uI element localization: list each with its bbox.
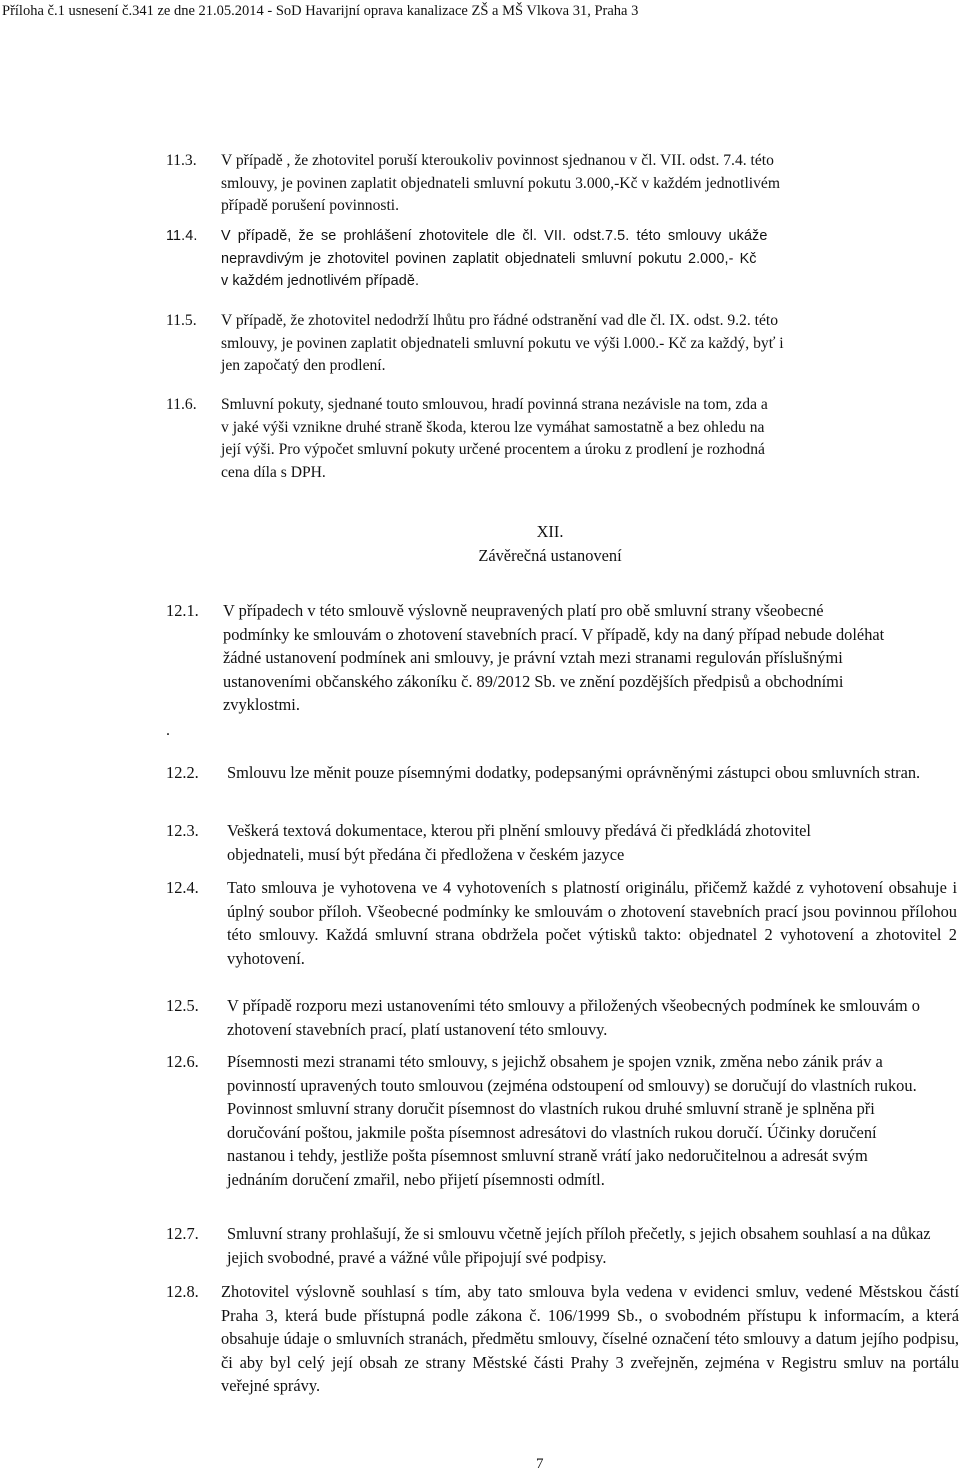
page-number: 7 [536, 1456, 544, 1472]
clause-number: 12.4. [166, 878, 199, 897]
clause-line: cena díla s DPH. [221, 463, 326, 481]
page-header: Příloha č.1 usnesení č.341 ze dne 21.05.2014 - SoD Havarijní oprava kanalizace ZŠ a MŠ Vlkova 31, Praha 3 [2, 3, 639, 19]
clause-number: 11.5. [166, 312, 197, 329]
clause-number: 11.3. [166, 152, 197, 169]
clause-12-3 [166, 819, 876, 866]
clause-number: 12.2. [166, 763, 199, 782]
clause-text: Písemnosti mezi stranami této smlouvy, s jejichž obsahem je spojen vznik, změna nebo zánik práv a povinností upravených touto smlouvou (zejména odstoupení od smlouvy) se doručují do vlastních rukou. Povinnost smluvní strany doručit písemnost do vlastních rukou druhé smluvní straně je splněna při doručování poštou, jakmile pošta písemnost adresátovi do vlastních rukou doručí. Účinky doručení nastanou i tehdy, jestliže pošta písemnost smluvní straně vrátí jako nedoručitelnou a adresát svým jednáním doručení zmařil, nebo přijetí písemnosti odmítl. [227, 1052, 917, 1189]
clause-number: 12.6. [166, 1052, 199, 1071]
clause-text: V případě rozporu mezi ustanoveními této smlouvy a přiložených všeobecných podmínek ke smlouvám o zhotovení stavebních prací, platí ustanovení této smlouvy. [227, 996, 920, 1039]
clause-line: v jaké výši vznikne druhé straně škoda, kterou lze vymáhat samostatně a bez ohledu na [221, 418, 765, 436]
section-number: XII. [536, 522, 564, 541]
clause-text: Tato smlouva je vyhotovena ve 4 vyhotoveních s platností originálu, přičemž každé z vyhotovení obsahuje i úplný soubor příloh. Všeobecné podmínky ke smlouvám o zhotovení stavebních prací jsou povinnou přílohou této smlouvy. Každá smluvní strana obdržela počet výtisků takto: objednatel 2 vyhotovení a zhotovitel 2 vyhotovení. [227, 878, 957, 968]
clause-12-1 [166, 599, 886, 717]
clause-line: smlouvy, je povinen zaplatit objednateli smluvní pokutu 3.000,-Kč v každém jednotlivém [221, 174, 780, 192]
clause-12-2 [166, 761, 926, 785]
clause-12-7 [166, 1222, 960, 1269]
clause-number: 11.6. [166, 396, 197, 413]
clause-12-4 [166, 876, 957, 970]
clause-line: V případě , že zhotovitel poruší kteroukoliv povinnost sjednanou v čl. VII. odst. 7.4. této [221, 152, 774, 169]
clause-11-6 [166, 394, 956, 484]
clause-line: jen započatý den prodlení. [221, 357, 386, 375]
clause-line: nepravdivým je zhotovitel povinen zaplatit objednateli smluvní pokutu 2.000,- Kč [221, 250, 757, 267]
clause-text: V případech v této smlouvě výslovně neupravených platí pro obě smluvní strany všeobecné podmínky ke smlouvám o zhotovení stavebních prací. V případě, kdy na daný případ nebude doléhat žádné ustanovení podmínek ani smlouvy, je právní vztah mezi stranami regulován příslušnými ustanoveními občanského zákoníku č. 89/2012 Sb. ve znění pozdějších předpisů a obchodními zvyklostmi. [223, 601, 885, 715]
clause-line: její výši. Pro výpočet smluvní pokuty určené procentem a úroku z prodlení je rozhodná [221, 441, 765, 459]
clause-line: případě porušení povinnosti. [221, 197, 400, 215]
clause-text: Smluvní strany prohlašují, že si smlouvu včetně jejích příloh přečetly, s jejich obsahem souhlasí a na důkaz jejich svobodné, pravé a vážné vůle připojují své podpisy. [227, 1224, 931, 1267]
clause-number: 12.1. [166, 601, 199, 620]
clause-number: 12.7. [166, 1224, 199, 1243]
clause-text: Veškerá textová dokumentace, kterou při plnění smlouvy předává či předkládá zhotovitel objednateli, musí být předána či předložena v českém jazyce [227, 821, 811, 864]
clause-number: 11.4. [166, 228, 198, 244]
clause-11-5 [166, 310, 956, 378]
stray-dot: . [166, 722, 170, 739]
clause-12-5 [166, 994, 956, 1041]
clause-12-8 [166, 1280, 959, 1398]
clause-line: v každém jednotlivém případě. [221, 273, 420, 290]
clause-11-3 [166, 150, 956, 218]
clause-line: smlouvy, je povinen zaplatit objednateli smluvní pokutu ve výši l.000.- Kč za každý, byť i [221, 334, 784, 352]
section-title: Závěrečná ustanovení [478, 546, 622, 565]
clause-number: 12.3. [166, 821, 199, 840]
clause-line: V případě, že zhotovitel nedodrží lhůtu pro řádné odstranění vad dle čl. IX. odst. 9.2. této [221, 312, 779, 329]
clause-line: Smluvní pokuty, sjednané touto smlouvou, hradí povinná strana nezávisle na tom, zda a [221, 396, 768, 413]
clause-line: V případě, že se prohlášení zhotovitele dle čl. VII. odst.7.5. této smlouvy ukáže [221, 228, 768, 244]
clause-text: Zhotovitel výslovně souhlasí s tím, aby tato smlouva byla vedena v evidenci smluv, vedené Městskou částí Praha 3, která bude přístupná podle zákona č. 106/1999 Sb., o svobodném přístupu k informacím, a která obsahuje údaje o smluvních stranách, předmětu smlouvy, číselné označení této smlouvy a datum jejího podpisu, či aby byl celý její obsah ze strany Městské části Prahy 3 zveřejněn, zejména v Registru smluv na portálu veřejné správy. [221, 1282, 959, 1396]
clause-number: 12.5. [166, 996, 199, 1015]
clause-11-4 [166, 225, 956, 293]
clause-text: Smlouvu lze měnit pouze písemnými dodatky, podepsanými oprávněnými zástupci obou smluvních stran. [227, 763, 921, 782]
clause-12-6 [166, 1050, 926, 1192]
clause-number: 12.8. [166, 1282, 199, 1301]
